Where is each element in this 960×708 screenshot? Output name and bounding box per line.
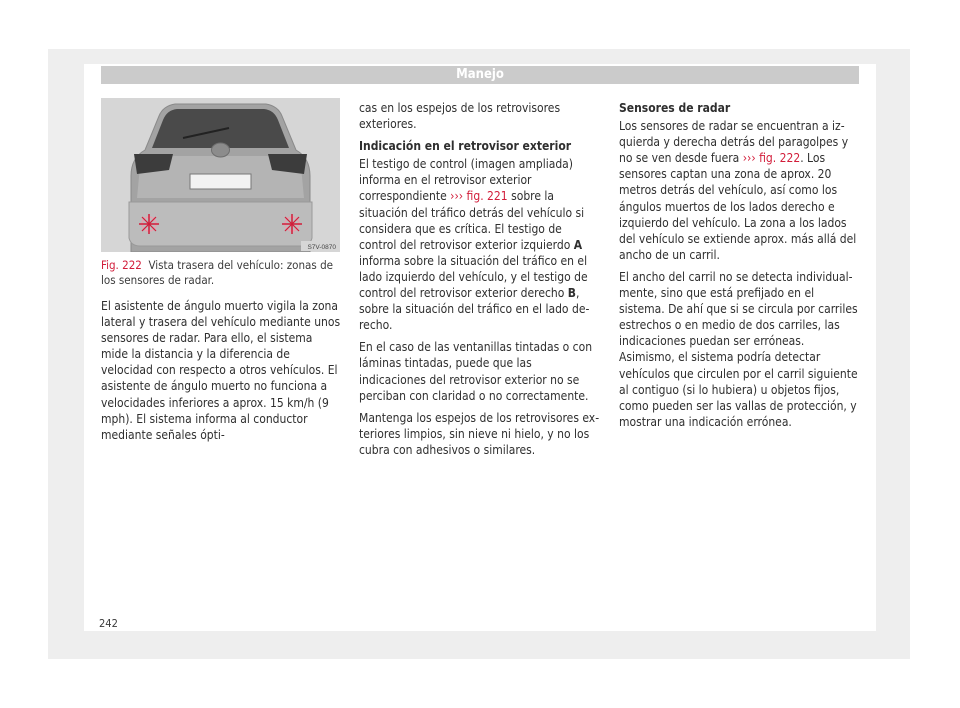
text-column-3 <box>619 100 861 436</box>
figure-reference-link[interactable]: ››› fig. 221 <box>450 189 508 204</box>
subheading: Indicación en el retrovisor exterior <box>359 139 572 154</box>
car-rear-drawing <box>101 98 340 252</box>
paragraph: En el caso de las ventanillas tintadas o con láminas tintadas, puede que las indicaciones del retrovisor exterior no se perciban con claridad o no correctamente. <box>359 340 593 403</box>
section-header <box>101 66 859 84</box>
section-title: Manejo <box>456 67 504 82</box>
paragraph: El asistente de ángulo muerto vigila la zona lateral y trasera del vehículo mediante unos sensores de radar. Para ello, el sistema mide la distancia y la diferencia de velocidad con respecto a otros vehículos. El asistente de ángulo muerto no funciona a velocidades inferiores a aprox. 15 km/h (9 mph). El sistema informa al conductor mediante señales ópti- <box>101 299 341 442</box>
vehicle-rear-illustration <box>101 98 340 252</box>
figure-code: S7V-0870 <box>307 244 336 251</box>
figure-reference-link[interactable]: ››› fig. 222 <box>742 151 801 166</box>
right-sensor-marker <box>282 214 302 234</box>
paragraph: El testigo de control (imagen ampliada) informa en el retrovisor exterior correspondiente ››› fig. 221 sobre la situación del tráfico detrás del vehículo si considera que es crítica. El testigo de control del retrovisor exterior izquierdo A informa sobre la situación del tráfico en el lado izquierdo del vehículo, y el testigo de control del retrovisor exterior derecho B, sobre la situación del tráfico en el lado derecho. <box>359 157 590 333</box>
subheading: Sensores de radar <box>619 101 731 115</box>
figure-caption-text: Vista trasera del vehículo: zonas de los sensores de radar. <box>101 258 334 287</box>
figure-label: Fig. 222 <box>101 258 142 272</box>
paragraph: El ancho del carril no se detecta individualmente, sino que está prefijado en el sistema. De ahí que si se circula por carriles estrechos o en medio de dos carriles, las indicaciones puedan ser erróneas. Asimismo, el sistema podría detectar vehículos que circulen por el carril siguiente al contiguo (si lo hubiera) u objetos fijos, como pueden ser las vallas de protección, y mostrar una indicación errónea. <box>619 269 858 429</box>
text-column-1 <box>101 298 341 449</box>
page-number: 242 <box>99 617 118 630</box>
paragraph: Los sensores de radar se encuentran a izquierda y derecha detrás del paragolpes y no se ven desde fuera ››› fig. 222. Los sensores captan una zona de aprox. 20 metros detrás del vehículo, así como los ángulos muertos de los lados derecho e izquierdo del vehículo. La zona a los lados del vehículo se extiende aprox. más allá del ancho de un carril. <box>619 119 857 262</box>
text-column-2 <box>359 100 601 464</box>
paragraph: cas en los espejos de los retrovisores exteriores. <box>359 101 561 132</box>
paragraph: Mantenga los espejos de los retrovisores exteriores limpios, sin nieve ni hielo, y no los cubra con adhesivos o similares. <box>359 410 600 457</box>
figure-caption <box>101 258 341 288</box>
left-sensor-marker <box>139 214 159 234</box>
